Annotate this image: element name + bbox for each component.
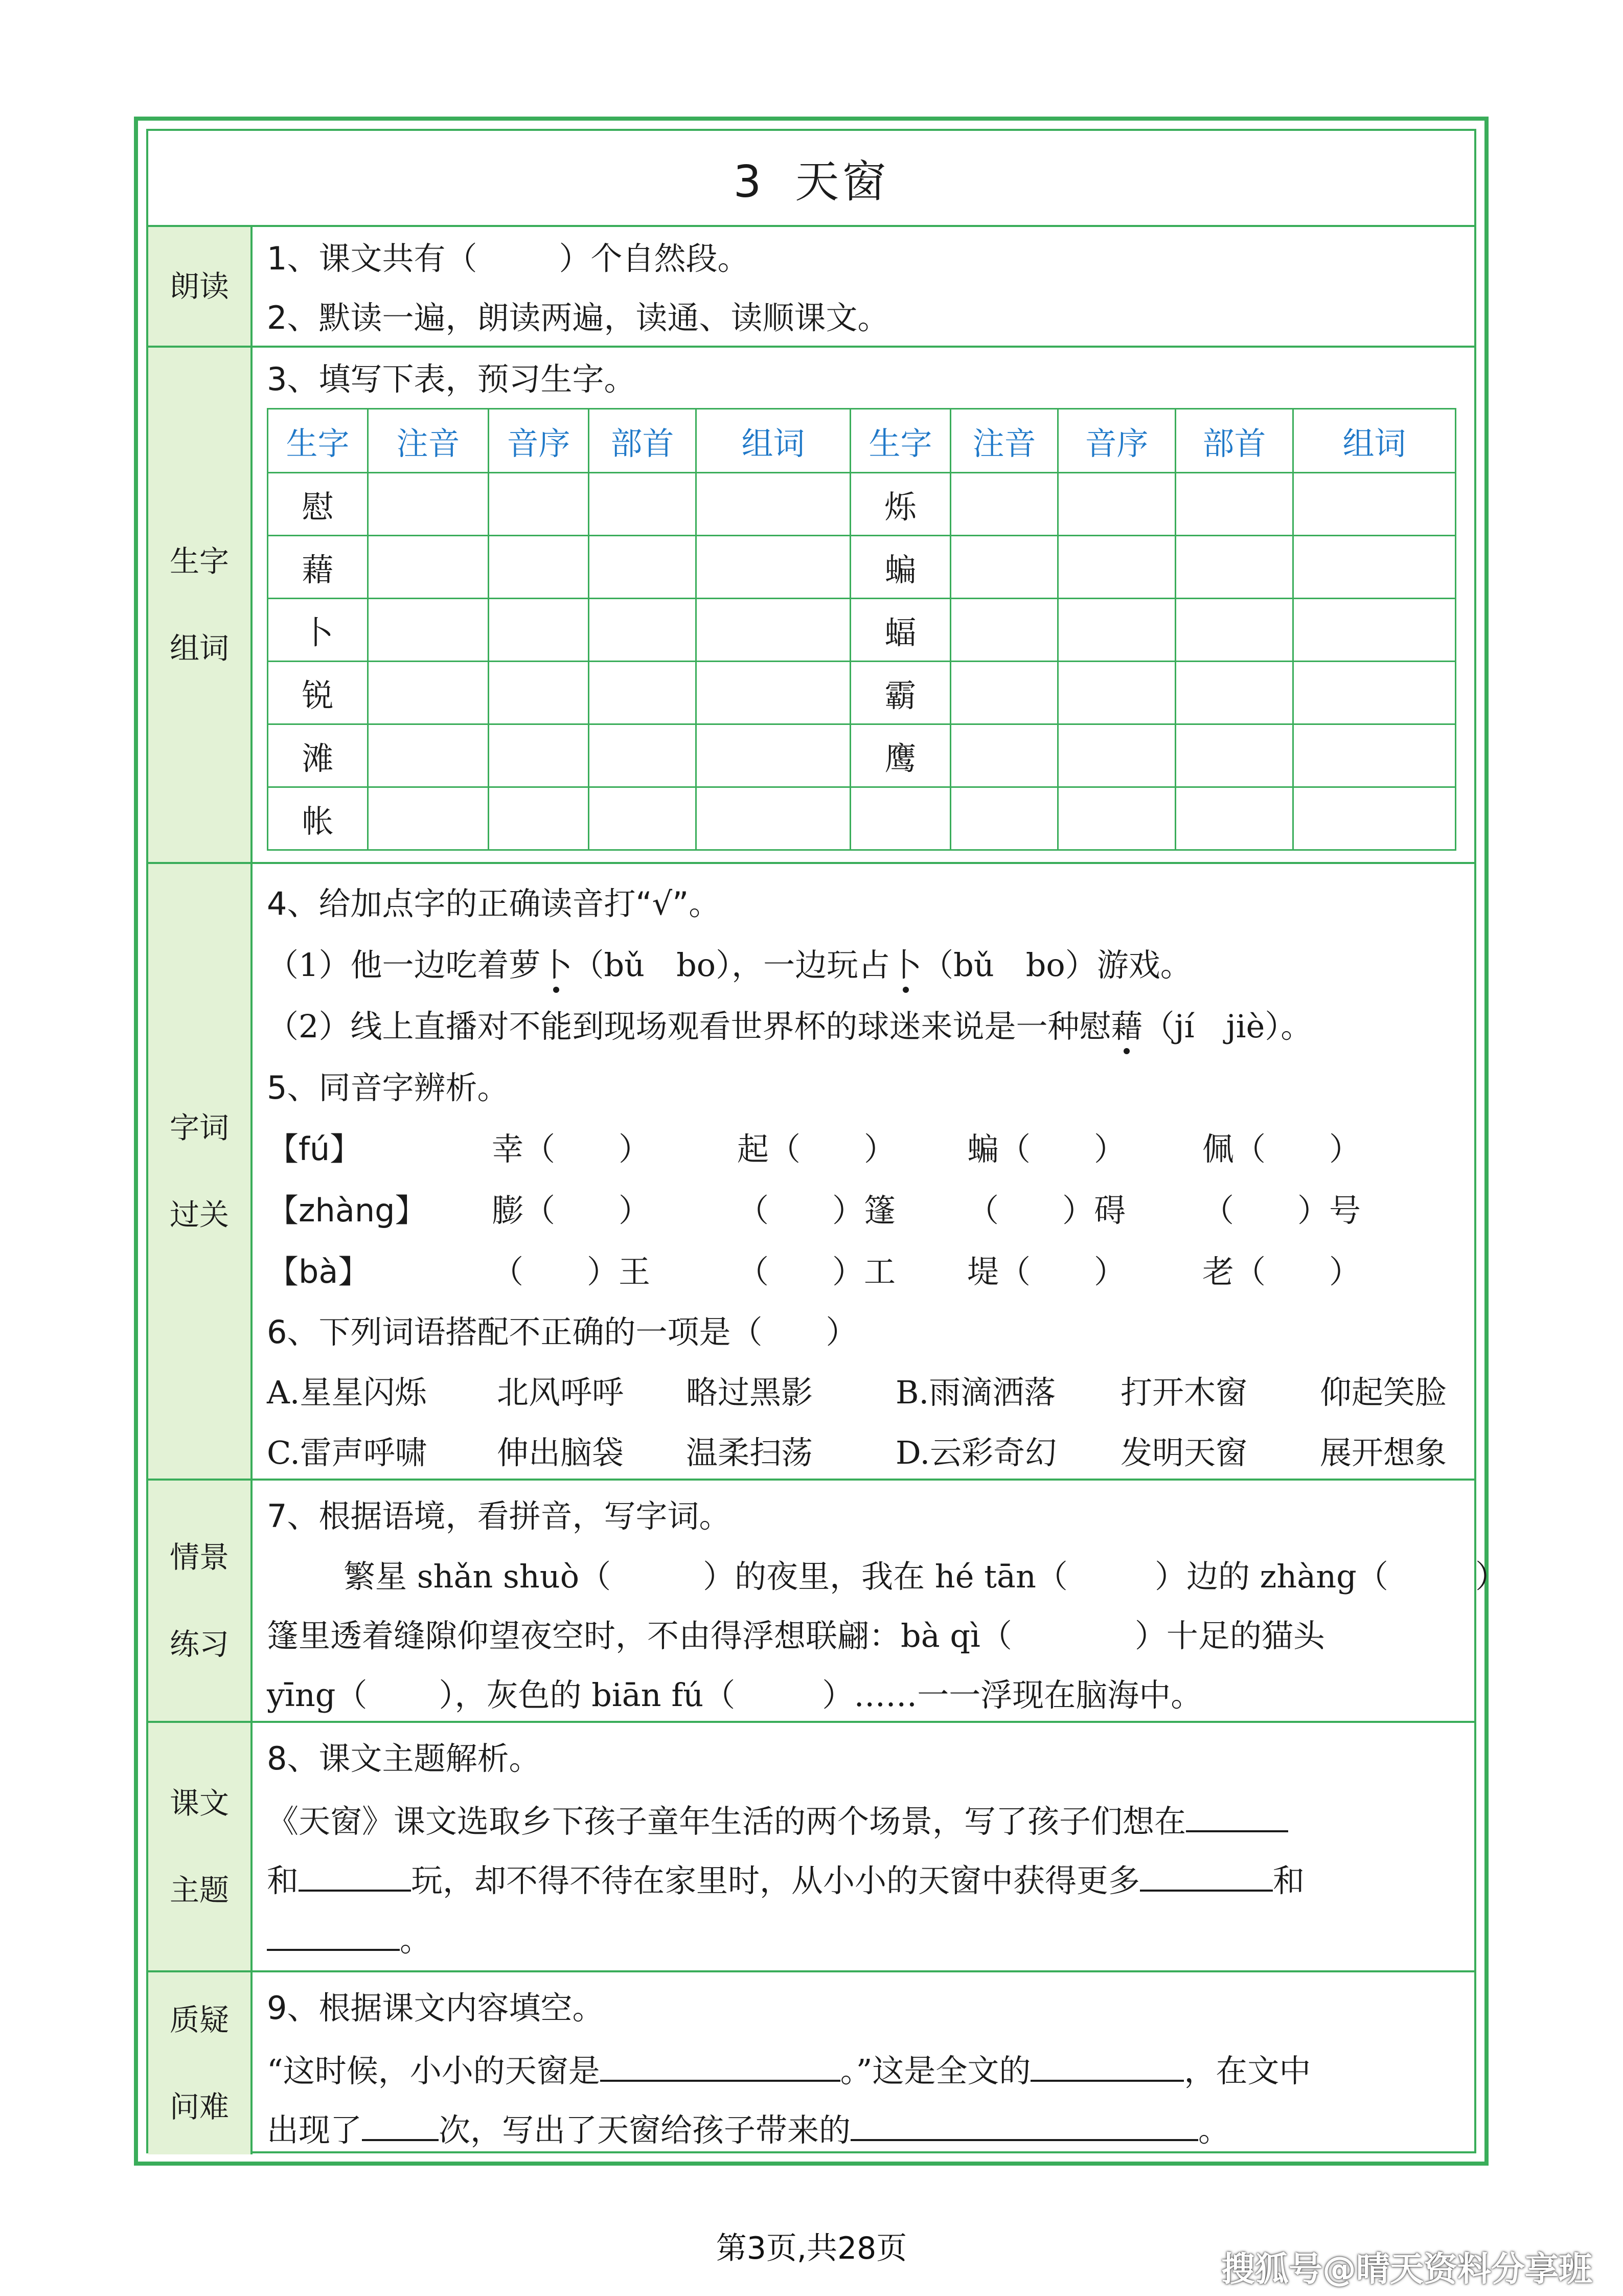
q7-text: ），灰色的 biān fú（ [439,1676,736,1714]
label-line: 课文 [169,1786,229,1821]
answer-cell[interactable] [1176,787,1293,850]
homophone-item[interactable]: 堤（ ） [967,1253,1126,1290]
option-phrase: 略过黑影 [686,1374,813,1411]
q9-text: 次，写出了天窗给孩子带来的 [439,2111,851,2149]
q7-line-3 [267,1675,1202,1716]
q7-text: ） [1475,1558,1507,1595]
answer-cell[interactable] [589,599,696,662]
answer-cell[interactable] [1293,473,1456,536]
section-qingjing [148,1481,1507,1723]
watermark: 搜狐号@晴天资料分享班 [1221,2249,1592,2289]
answer-cell[interactable] [1058,599,1176,662]
q8-text: 《天窗》课文选取乡下孩子童年生活的两个场景，写了孩子们想在 [267,1803,1186,1840]
option-phrase[interactable]: C.雷声呼啸 [267,1434,427,1471]
page-title [734,146,889,210]
answer-cell[interactable] [1176,536,1293,599]
header-cell: 注音 [368,409,489,473]
answer-cell[interactable] [489,536,589,599]
homophone-item[interactable]: 幸（ ） [492,1130,651,1168]
header-cell: 音序 [1058,409,1176,473]
option-phrase[interactable]: A.星星闪烁 [267,1374,427,1411]
question-9: 9、根据课文内容填空。 [267,1989,604,2027]
answer-cell[interactable] [1293,724,1456,787]
section-label [148,348,253,862]
answer-cell[interactable] [589,662,696,724]
q7-text: 繁星 shǎn shuò（ [344,1558,611,1595]
question-1 [267,238,749,279]
character-cell: 卜 [268,599,368,662]
answer-cell[interactable] [951,473,1058,536]
label-line: 过关 [169,1197,229,1232]
question-6: 6、下列词语搭配不正确的一项是（ ） [267,1313,858,1351]
answer-cell[interactable] [1058,473,1176,536]
worksheet-frame [134,117,1507,2166]
answer-cell[interactable] [1176,473,1293,536]
option-phrase: 温柔扫荡 [686,1434,813,1471]
q9-text: ，在文中 [1184,2052,1311,2089]
homophone-item[interactable]: （ ）王 [492,1253,651,1290]
answer-cell[interactable] [368,473,489,536]
answer-cell[interactable] [1058,536,1176,599]
label-line: 生字 [169,544,229,579]
answer-cell[interactable] [696,536,851,599]
option-phrase: 北风呼呼 [497,1374,624,1411]
question-4: 4、给加点字的正确读音打“√”。 [267,885,721,922]
lesson-title: 天窗 [795,156,889,208]
q9-text: 。”这是全文的 [840,2052,1031,2089]
option-phrase[interactable]: B.雨滴洒落 [896,1374,1056,1411]
q7-text: yīng（ [267,1676,368,1714]
label-line: 朗读 [169,269,229,304]
answer-cell[interactable] [1058,724,1176,787]
answer-blank[interactable] [299,1858,411,1892]
answer-cell[interactable] [589,787,696,850]
header-cell: 组词 [1293,409,1456,473]
section-content [267,348,1469,862]
homophone-item[interactable]: （ ）篷 [737,1192,896,1229]
q1-text-end: ）个自然段。 [559,240,749,277]
table-row [268,724,1456,787]
answer-cell[interactable] [951,724,1058,787]
answer-blank[interactable] [851,2107,1198,2141]
table-body [268,473,1456,850]
header-cell: 音序 [489,409,589,473]
section-content [267,1723,1469,1970]
option-phrase: 伸出脑袋 [497,1434,624,1471]
question-4-1 [267,945,1192,986]
label-line: 组词 [169,631,229,666]
q8-line-1 [267,1799,1288,1842]
header-cell: 注音 [951,409,1058,473]
answer-cell[interactable] [368,787,489,850]
dotted-char: 卜 [890,945,922,986]
q7-text: 篷里透着缝隙仰望夜空时，不由得浮想联翩：bà qì（ [267,1617,1012,1654]
section-langdu [148,227,1474,348]
page-number: 第3页,共28页 [716,2231,907,2266]
answer-cell[interactable] [1058,787,1176,850]
question-7: 7、根据语境，看拼音，写字词。 [267,1497,731,1535]
table-row [268,536,1456,599]
answer-cell[interactable] [489,599,589,662]
answer-cell[interactable] [1176,599,1293,662]
q9-text: “这时候，小小的天窗是 [267,2052,600,2089]
answer-cell[interactable] [368,662,489,724]
section-zhiyi [148,1972,1474,2154]
character-cell: 锐 [268,662,368,724]
q8-text: 和 [1273,1862,1305,1899]
q8-text: 玩，却不得不待在家里时，从小小的天窗中获得更多 [411,1862,1140,1899]
section-zhuti [148,1723,1474,1972]
character-cell [851,787,951,850]
section-content [267,1972,1469,2154]
answer-cell[interactable] [951,662,1058,724]
q8-text: 和 [267,1862,299,1899]
question-5: 5、同音字辨析。 [267,1069,509,1106]
answer-cell[interactable] [696,599,851,662]
header-cell: 部首 [1176,409,1293,473]
homophone-pinyin: 【fú】 [267,1130,362,1168]
q4-1-options[interactable]: （bǔ bo），一边玩占 [572,946,890,984]
answer-cell[interactable] [368,724,489,787]
option-phrase[interactable]: D.云彩奇幻 [896,1434,1057,1471]
homophone-pinyin: 【zhàng】 [267,1192,427,1229]
q4-2-text: （2）线上直播对不能到现场观看世界杯的球迷来说是一种慰 [267,1008,1111,1045]
question-8: 8、课文主题解析。 [267,1740,541,1777]
homophone-item[interactable]: 佩（ ） [1202,1130,1361,1168]
label-line: 练习 [169,1627,229,1662]
section-label [148,227,253,346]
answer-cell[interactable] [1293,599,1456,662]
question-2: 2、默读一遍，朗读两遍，读通、读顺课文。 [267,299,889,336]
answer-blank[interactable] [362,2107,439,2141]
section-zici [148,864,1474,1481]
homophone-item[interactable]: （ ）碍 [967,1192,1126,1229]
q4-1-options[interactable]: （bǔ bo）游戏。 [922,946,1192,984]
homophone-item[interactable]: 起（ ） [737,1130,896,1168]
header-cell: 生字 [268,409,368,473]
label-line: 情景 [169,1540,229,1575]
q4-2-options[interactable]: （jí jiè）。 [1142,1008,1313,1045]
answer-cell[interactable] [696,724,851,787]
q8-text: 。 [400,1921,432,1959]
table-header-row [268,409,1456,473]
answer-cell[interactable] [696,473,851,536]
answer-cell[interactable] [1176,662,1293,724]
answer-cell[interactable] [589,473,696,536]
answer-cell[interactable] [368,536,489,599]
header-cell: 生字 [851,409,951,473]
option-phrase: 发明天窗 [1121,1434,1248,1471]
header-cell: 部首 [589,409,696,473]
homophone-item[interactable]: 老（ ） [1202,1253,1361,1290]
label-line: 问难 [169,2089,229,2124]
answer-cell[interactable] [696,787,851,850]
answer-cell[interactable] [489,662,589,724]
q7-text: ）十足的猫头 [1134,1617,1325,1654]
character-cell: 藉 [268,536,368,599]
answer-blank[interactable] [1031,2048,1184,2082]
answer-cell[interactable] [1293,536,1456,599]
section-label [148,1972,253,2154]
character-table [267,408,1456,851]
character-cell: 滩 [268,724,368,787]
dotted-char: 藉 [1111,1006,1142,1047]
answer-cell[interactable] [951,787,1058,850]
answer-cell[interactable] [1176,724,1293,787]
answer-cell[interactable] [589,724,696,787]
answer-cell[interactable] [368,599,489,662]
q7-text: ）……一一浮现在脑海中。 [822,1676,1203,1714]
q9-line-1 [267,2048,1311,2092]
section-label [148,864,253,1479]
character-cell: 蝙 [851,536,951,599]
answer-cell[interactable] [951,599,1058,662]
character-cell: 蝠 [851,599,951,662]
q7-text: ）边的 zhàng（ [1154,1558,1388,1595]
answer-cell[interactable] [489,787,589,850]
answer-cell[interactable] [1293,787,1456,850]
option-phrase: 打开木窗 [1121,1374,1248,1411]
answer-cell[interactable] [1293,662,1456,724]
answer-cell[interactable] [489,724,589,787]
label-line: 质疑 [169,2003,229,2037]
q4-1-text: （1）他一边吃着萝 [267,946,541,984]
header-cell: 组词 [696,409,851,473]
section-content [267,227,1469,346]
section-content [267,864,1469,1479]
section-label [148,1723,253,1970]
table-row [268,473,1456,536]
question-3: 3、填写下表，预习生字。 [267,360,636,398]
option-phrase: 仰起笑脸 [1320,1374,1447,1411]
q9-text: 出现了 [267,2111,362,2149]
q7-line-1 [344,1556,1507,1597]
character-cell: 慰 [268,473,368,536]
dotted-char: 卜 [540,945,572,986]
section-content [267,1481,1507,1721]
answer-blank[interactable] [1186,1799,1288,1832]
homophone-item[interactable]: 膨（ ） [492,1192,651,1229]
title-row [148,131,1474,227]
table-row [268,599,1456,662]
table-row [268,787,1456,850]
character-cell: 帐 [268,787,368,850]
option-phrase: 展开想象 [1320,1434,1447,1471]
q7-line-2 [267,1616,1325,1656]
q9-line-2 [267,2107,1230,2151]
homophone-item[interactable]: 蝙（ ） [967,1130,1126,1168]
table-row [268,662,1456,724]
character-cell: 鹰 [851,724,951,787]
answer-blank[interactable] [1140,1858,1273,1892]
q7-text: ）的夜里，我在 hé tān（ [703,1558,1068,1595]
answer-cell[interactable] [1058,662,1176,724]
question-4-2 [267,1006,1312,1047]
answer-cell[interactable] [951,536,1058,599]
q9-text: 。 [1198,2111,1230,2149]
q8-line-3 [267,1917,431,1961]
homophone-pinyin: 【bà】 [267,1253,370,1290]
section-shengzi [148,348,1474,864]
section-label [148,1481,253,1721]
answer-cell[interactable] [589,536,696,599]
answer-blank[interactable] [600,2048,840,2082]
answer-cell[interactable] [696,662,851,724]
lesson-number: 3 [733,156,765,208]
character-cell: 烁 [851,473,951,536]
homophone-item[interactable]: （ ）号 [1202,1192,1361,1229]
q1-text: 1、课文共有（ [267,240,477,277]
label-line: 字词 [169,1110,229,1145]
q8-line-2 [267,1858,1305,1901]
label-line: 主题 [169,1873,229,1907]
answer-cell[interactable] [489,473,589,536]
worksheet-inner [146,129,1507,2153]
homophone-item[interactable]: （ ）工 [737,1253,896,1290]
character-cell: 霸 [851,662,951,724]
answer-blank[interactable] [267,1917,400,1951]
